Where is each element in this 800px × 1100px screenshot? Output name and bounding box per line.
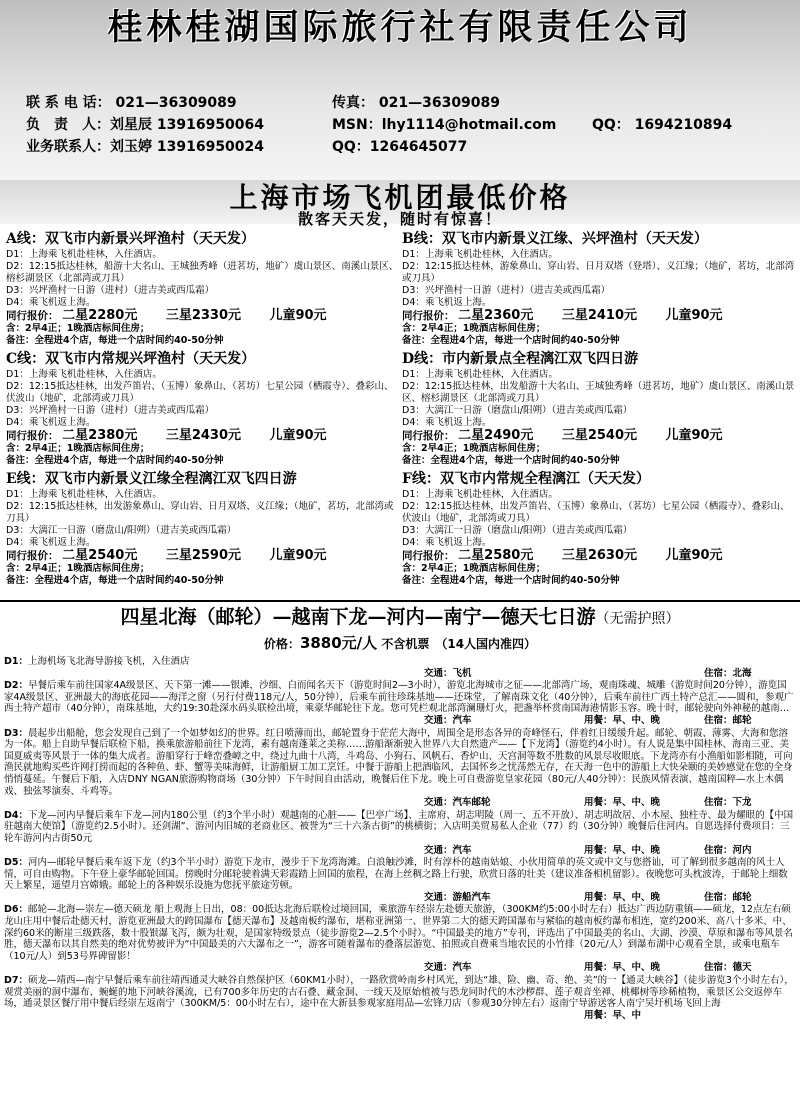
route-day: D4：乘飞机返上海。 [402,297,492,308]
price-3star: 三星2330元 [165,308,241,323]
route-title: A线：双飞市内新景兴坪渔村（天天发） [6,231,255,247]
phone: 联 系 电 话： 021—36309089 [26,95,237,111]
price-2star: 二星2580元 [458,548,534,563]
beihai-title [20,606,780,630]
route-card [400,350,796,470]
route-card [400,470,796,590]
day-meals [584,668,704,680]
beihai-title-text: 四星北海（邮轮）—越南下龙—河内—南宁—德天七日游 [120,606,596,628]
price-2star: 二星2540元 [62,548,138,563]
day-transport: 交通：飞机 [424,667,472,679]
day-text [4,810,796,845]
route-includes: 含：2早4正；1晚酒店标间住房； [6,563,150,574]
fax: 传真： 021—36309089 [332,95,501,111]
itinerary-day [4,975,796,1021]
day-meta [4,1010,796,1022]
price-2star: 二星2380元 [62,428,138,443]
route-day: D4：乘飞机返上海。 [6,417,96,428]
route-note: 备注：全程进4个店，每进一个店时间约40-50分钟 [6,575,224,586]
route-note: 备注：全程进4个店，每进一个店时间约40-50分钟 [6,335,224,346]
route-card [400,230,796,350]
day-stay: 住宿：下龙 [704,797,752,809]
route-day: D3：兴坪渔村一日游（进村）（进吉美或西瓜霜） [6,285,215,296]
route-day: D2：12:15抵达桂林，出发芦笛岩、（玉博）象鼻山、（茗坊）七星公园（栖霞寺）、叠彩山、伏波山（地矿，北部湾或刀具） [402,501,790,524]
route-note: 备注：全程进4个店，每进一个店时间约40-50分钟 [402,575,620,586]
day-text [4,904,796,962]
price-child: 儿童90元 [269,548,327,563]
price-child: 儿童90元 [269,428,327,443]
day-meta [4,715,796,727]
day-text [4,728,796,798]
route-day: D2：12:15抵达桂林，出发芦笛岩、（玉博）象鼻山、（茗坊）七星公园（栖霞寺）、叠彩山、伏波山（地矿，北部湾或刀具） [6,381,394,404]
qq-2: QQ：1264645077 [332,139,468,155]
day-text [4,680,796,715]
day-meals: 用餐：早、中、晚 [584,891,661,903]
price-value: 3880元/人 [299,634,378,652]
price-3star: 三星2430元 [165,428,241,443]
day-meals: 用餐：早、中、晚 [584,844,661,856]
day-meta [4,797,796,809]
day-description: 早餐后乘车前往国家4A级景区、天下第一滩——银滩，沙细、白而闻名天下（游览时间2—3小时），游览北海城市之征——北部湾广场，观南珠魂、城雕（游览时间20分钟），游览国家4A级景区、亚洲最大的海底花园——海洋之窗（另行付费118元/人，50分钟），后乘车前往珍珠基地——还珠堂，了解南珠文化（40分钟），后乘车前往广西土特产总汇——圆和，参观广西土特产超市（40分钟），南珠基地，大约19:30赴深水码头联检出境，乘豪华邮轮往下龙。您可凭栏观北部湾澜珊灯火，把盏举杯赏南国海港情影玉容。晚十时，邮轮驶向外神秘的越南… [4,680,794,715]
beihai-itinerary [4,656,796,1022]
route-day: D3：兴坪渔村一日游（进村）（进吉美或西瓜霜） [402,285,611,296]
itinerary-day [4,810,796,856]
price-label: 同行报价： [6,310,59,322]
route-day: D2：12:15抵达桂林，出发船游十大名山、王城独秀峰（进茗坊，地矿）虞山景区、南溪山景区、榕杉湖景区（北部湾或刀具） [402,381,795,404]
route-price [402,549,796,563]
route-note: 备注：全程进4个店，每进一个店时间约40-50分钟 [402,455,620,466]
route-price [6,549,400,563]
day-transport: 交通：游船汽车 [424,891,491,903]
price-2star: 二星2360元 [458,308,534,323]
route-title: B线：双飞市内新景义江缘、兴坪渔村（天天发） [402,231,708,247]
route-row [4,470,796,590]
price-3star: 三星2590元 [165,548,241,563]
price-label: 同行报价： [6,430,59,442]
price-label: 价格： [263,637,300,651]
day-label: D1： [4,656,28,667]
route-note: 备注：全程进4个店，每进一个店时间约40-50分钟 [6,455,224,466]
day-label: D4： [4,809,28,821]
day-text [4,857,796,892]
day-meta [4,668,796,680]
route-day: D4：乘飞机返上海。 [6,297,96,308]
price-child: 儿童90元 [665,548,723,563]
msn: MSN：lhy1114@hotmail.com [332,117,557,133]
route-includes: 含：2早4正；1晚酒店标间住房； [402,323,546,334]
day-transport: 交通：汽车 [424,962,472,974]
price-child: 儿童90元 [665,308,723,323]
day-transport: 交通：汽车 [424,714,472,726]
day-stay: 住宿：邮轮 [704,891,752,903]
day-description: 晨起步出船舱，您会发现自己到了一个如梦如幻的世界。红日喷薄而出，邮轮置身于茫茫大海中，周围全是形态各异的奇峰怪石，伴着红日缓缓升起。邮轮、朝霞、薄雾、大海和您溶为一体。船上自助早餐后联检下船，换乘旅游船前往下龙湾，素有越南蓬莱之美称……游船渐渐驶入世界八大自然遗产——【下龙湾】（游览约4小时）。有人说是集中国桂林、海南三亚、美国夏威夷等风景于一体的集大成者。游船穿行于峰峦叠嶂之中，绕过九曲十八湾，斗鸡岛、小狗石、风帆石、香炉山、天宫洞等数不胜数的风景尽收眼底。下龙湾亦有小渔船如影相随，可向渔民就地购买些许网打捞而起的各种鱼、虾、蟹等美味海鲜，让游船厨工加工烹饪。中餐于游船上把酒临风，去国怀乡之忧荡然无存，在天海一色中的游船上大快朵颐的美妙感觉在您的全身悄悄蔓延。午餐后下船，入店DNY NGAN旅游购物商场（30分钟）下午时间自由活动，晚餐后住下龙。晚上可自费游览皇家花园（80元/人40分钟）：民族风情表演、越南国粹—水上木偶戏、独弦琴演奏、斗鸡等。 [4,727,793,797]
day-description: 邮轮—北海—崇左—德天硕龙 船上观海上日出，08：00抵达北海后联检过境回国，乘旅游车经崇左赴德天旅游，（300KM约5:00小时左右）抵达广西边防重镇——硕龙，12点左右硕龙山庄用中餐后赴德天村，游览亚洲最大的跨国瀑布【德天瀑布】及越南板约瀑布，堪称亚洲第一、世界第二大的德天跨国瀑布与紧临的越南板约瀑布相连，宽约200米、高八十多米、中、深约60米的断崖三级跌落，数十股银瀑飞泻，颇为壮观，是国家特级景点（徒步游览2—2.5个小时）。“中国最美的地方”专刊，评选出了中国最美的名山、大湖、沙漠、草原和瀑布等风景名胜，德天瀑布以其自然美的绝对优势被评为“中国最美的六大瀑布之一”，游客可随着瀑布的叠落层游览、拍照或自费乘当地农民的小竹排（20元/人）到瀑布湖中心观看全景，或乘电瓶车（10元/人）到53号界碑留影！ [4,904,793,962]
route-day: D4：乘飞机返上海。 [402,417,492,428]
route-day: D4：乘飞机返上海。 [6,537,96,548]
route-title: D线：市内新景点全程漓江双飞四日游 [402,351,639,367]
banner-subtitle: 散客天天发，随时有惊喜！ [297,210,502,228]
day-label: D7： [4,975,28,987]
route-includes: 含：2早4正；1晚酒店标间住房； [6,323,150,334]
route-title: E线：双飞市内新景义江缘全程漓江双飞四日游 [6,471,297,487]
beihai-price [0,634,800,653]
route-title: F线：双飞市内常规全程漓江（天天发） [402,471,650,487]
route-day: D3：大漓江一日游（磨盘山/阳朔）（进吉美或西瓜霜） [6,525,237,536]
price-child: 儿童90元 [269,308,327,323]
itinerary-day [4,857,796,903]
route-card [4,350,400,470]
price-2star: 二星2490元 [458,428,534,443]
itinerary-day [4,680,796,726]
day-meta [4,845,796,857]
price-label: 同行报价： [402,430,455,442]
day-description: 上海机场飞北海导游接飞机，入住酒店 [28,656,190,667]
day-meta [4,892,796,904]
route-price [6,429,400,443]
header [0,0,800,180]
contact-row [26,114,766,136]
route-day: D3：大漓江一日游（磨盘山/阳朔）（进吉美或西瓜霜） [402,525,633,536]
day-transport [424,1010,584,1022]
day-description: 河内—邮轮早餐后乘车返下龙（约3个半小时）游览下龙市，漫步于下龙湾海滩。白浪触沙滩，时有淳朴的越南姑娘、小伙用简单的英文或中文与您搭讪，可了解到很多越南的风土人情，可自由购物。下午登上豪华邮轮回国。傍晚时分邮轮驶着满天彩霞踏上回国的旅程，在海上丝稠之路上行驶，欣赏日落的壮美（建议准备相机留影）。夜晚您可头枕波涛，于邮轮上细数天上繁星，遥望月宫嫦娥。邮轮上的各种娱乐设施为您抚平旅途劳顿。 [4,857,788,892]
day-label: D5： [4,857,28,869]
route-card [4,230,400,350]
day-transport: 交通：汽车 [424,844,472,856]
contact-row [26,92,766,114]
route-day: D1：上海乘飞机赴桂林，入住酒店。 [6,369,162,380]
divider [0,600,800,602]
price-2star: 二星2280元 [62,308,138,323]
route-title: C线：双飞市内常规兴坪渔村（天天发） [6,351,256,367]
route-price [402,429,796,443]
routes-grid [4,230,796,590]
route-day: D2：12:15抵达桂林，游象鼻山、穿山岩、日月双塔（登塔）、义江缘；（地矿，茗坊，北部湾或刀具） [402,261,795,284]
beihai-title-note: （无需护照） [595,611,680,627]
price-label: 同行报价： [402,550,455,562]
contact-row [26,136,766,158]
route-day: D1：上海乘飞机赴桂林，入住酒店。 [402,369,558,380]
day-transport: 交通：汽车邮轮 [424,797,491,809]
day-label: D2： [4,680,28,692]
route-day: D3：兴坪渔村一日游（进村）（进吉美或西瓜霜） [6,405,215,416]
manager: 负 责 人：刘星辰 13916950064 [26,117,265,133]
route-includes: 含：2早4正；1晚酒店标间住房； [402,563,546,574]
route-day: D3：大漓江一日游（磨盘山/阳朔）（进吉美或西瓜霜） [402,405,633,416]
day-description: 下龙—河内早餐后乘车下龙—河内180公里（约3个半小时）观越南的心脏——【巴亭广场】、主席府、胡志明陵（周一、五不开放）、胡志明故居、小木屋、独柱寺、最为耀眼的【中国驻越南大使馆】（游览约2.5小时）。还剑湖”、游河内旧城的老商业区、被誉为“三十六条古街”的桃横街；入店明美贸易私人企业（77）约（30分钟）晚餐后住河内。自愿选择付费项目：三轮车游河内古街50元 [4,809,794,844]
day-meals: 用餐：早、中、晚 [584,714,661,726]
sales-contact: 业务联系人：刘玉婷 13916950024 [26,139,265,155]
day-meta [4,962,796,974]
company-name: 桂林桂湖国际旅行社有限责任公司 [107,7,693,48]
banner-title: 上海市场飞机团最低价格 [0,180,800,224]
price-tail: 不含机票 （14人国内准四） [381,637,537,651]
route-includes: 含：2早4正；1晚酒店标间住房； [402,443,546,454]
route-day: D1：上海乘飞机赴桂林，入住酒店。 [402,249,558,260]
day-stay: 住宿：北海 [704,667,752,679]
day-meals: 用餐：早、中、晚 [584,797,661,809]
route-note: 备注：全程进4个店，每进一个店时间约40-50分钟 [402,335,620,346]
route-includes: 含：2早4正；1晚酒店标间住房； [6,443,150,454]
route-card [4,470,400,590]
day-stay: 住宿：邮轮 [704,714,752,726]
price-label: 同行报价： [402,310,455,322]
price-label: 同行报价： [6,550,59,562]
price-3star: 三星2410元 [561,308,637,323]
day-stay: 住宿：德天 [704,962,752,974]
price-3star: 三星2540元 [561,428,637,443]
day-meals: 用餐：早、中 [584,1009,642,1021]
price-child: 儿童90元 [665,428,723,443]
route-day: D4：乘飞机返上海。 [402,537,492,548]
route-price [6,309,400,323]
day-description: 硕龙—靖西—南宁早餐后乘车前往靖西通灵大峡谷自然保护区（60KM1小时），一路欣赏岭南乡村风光，到达“雄、险、幽、奇、绝、美”的一【通灵大峡谷】（徒步游览3个小时左右），观赏美丽的洞中瀑布、蜿蜒的地下河峡谷溪流，已有700多年历史的古石叠、藏金洞、一线天及原始植被与恐龙同时代的木沙椤群、莲子观音坐禅、桃椰树等珍稀植物，乘景区公交返停车场，通灵景区餐厅用中餐后经崇左返南宁（300KM/5：00小时左右），途中在大新县参观家庭用品—宏锋刀店（参观30分钟左右）返南宁导游送客人南宁吴圩机场飞回上海 [4,975,794,1010]
price-3star: 三星2630元 [561,548,637,563]
itinerary-day [4,728,796,809]
itinerary-day [4,656,796,679]
day-meals: 用餐：早、中、晚 [584,962,661,974]
route-row [4,350,796,470]
route-day: D2：12:15抵达桂林，船游十大名山、王城独秀峰（进茗坊，地矿）虞山景区、南溪山景区、榕杉湖景区（北部湾或刀具） [6,261,399,284]
route-day: D2：12:15抵达桂林，出发游象鼻山、穿山岩、日月双塔、义江缘；（地矿，茗坊，北部湾或刀具） [6,501,394,524]
day-stay: 住宿：河内 [704,844,752,856]
contact-block [26,92,766,158]
route-day: D1：上海乘飞机赴桂林，入住酒店。 [6,249,162,260]
route-day: D1：上海乘飞机赴桂林，入住酒店。 [6,489,162,500]
route-row [4,230,796,350]
day-label: D3： [4,727,28,739]
day-label: D6： [4,904,28,916]
itinerary-day [4,904,796,974]
qq: QQ： 1694210894 [592,117,733,133]
day-text [4,656,796,668]
day-text [4,975,796,1010]
route-day: D1：上海乘飞机赴桂林，入住酒店。 [402,489,558,500]
route-price [402,309,796,323]
